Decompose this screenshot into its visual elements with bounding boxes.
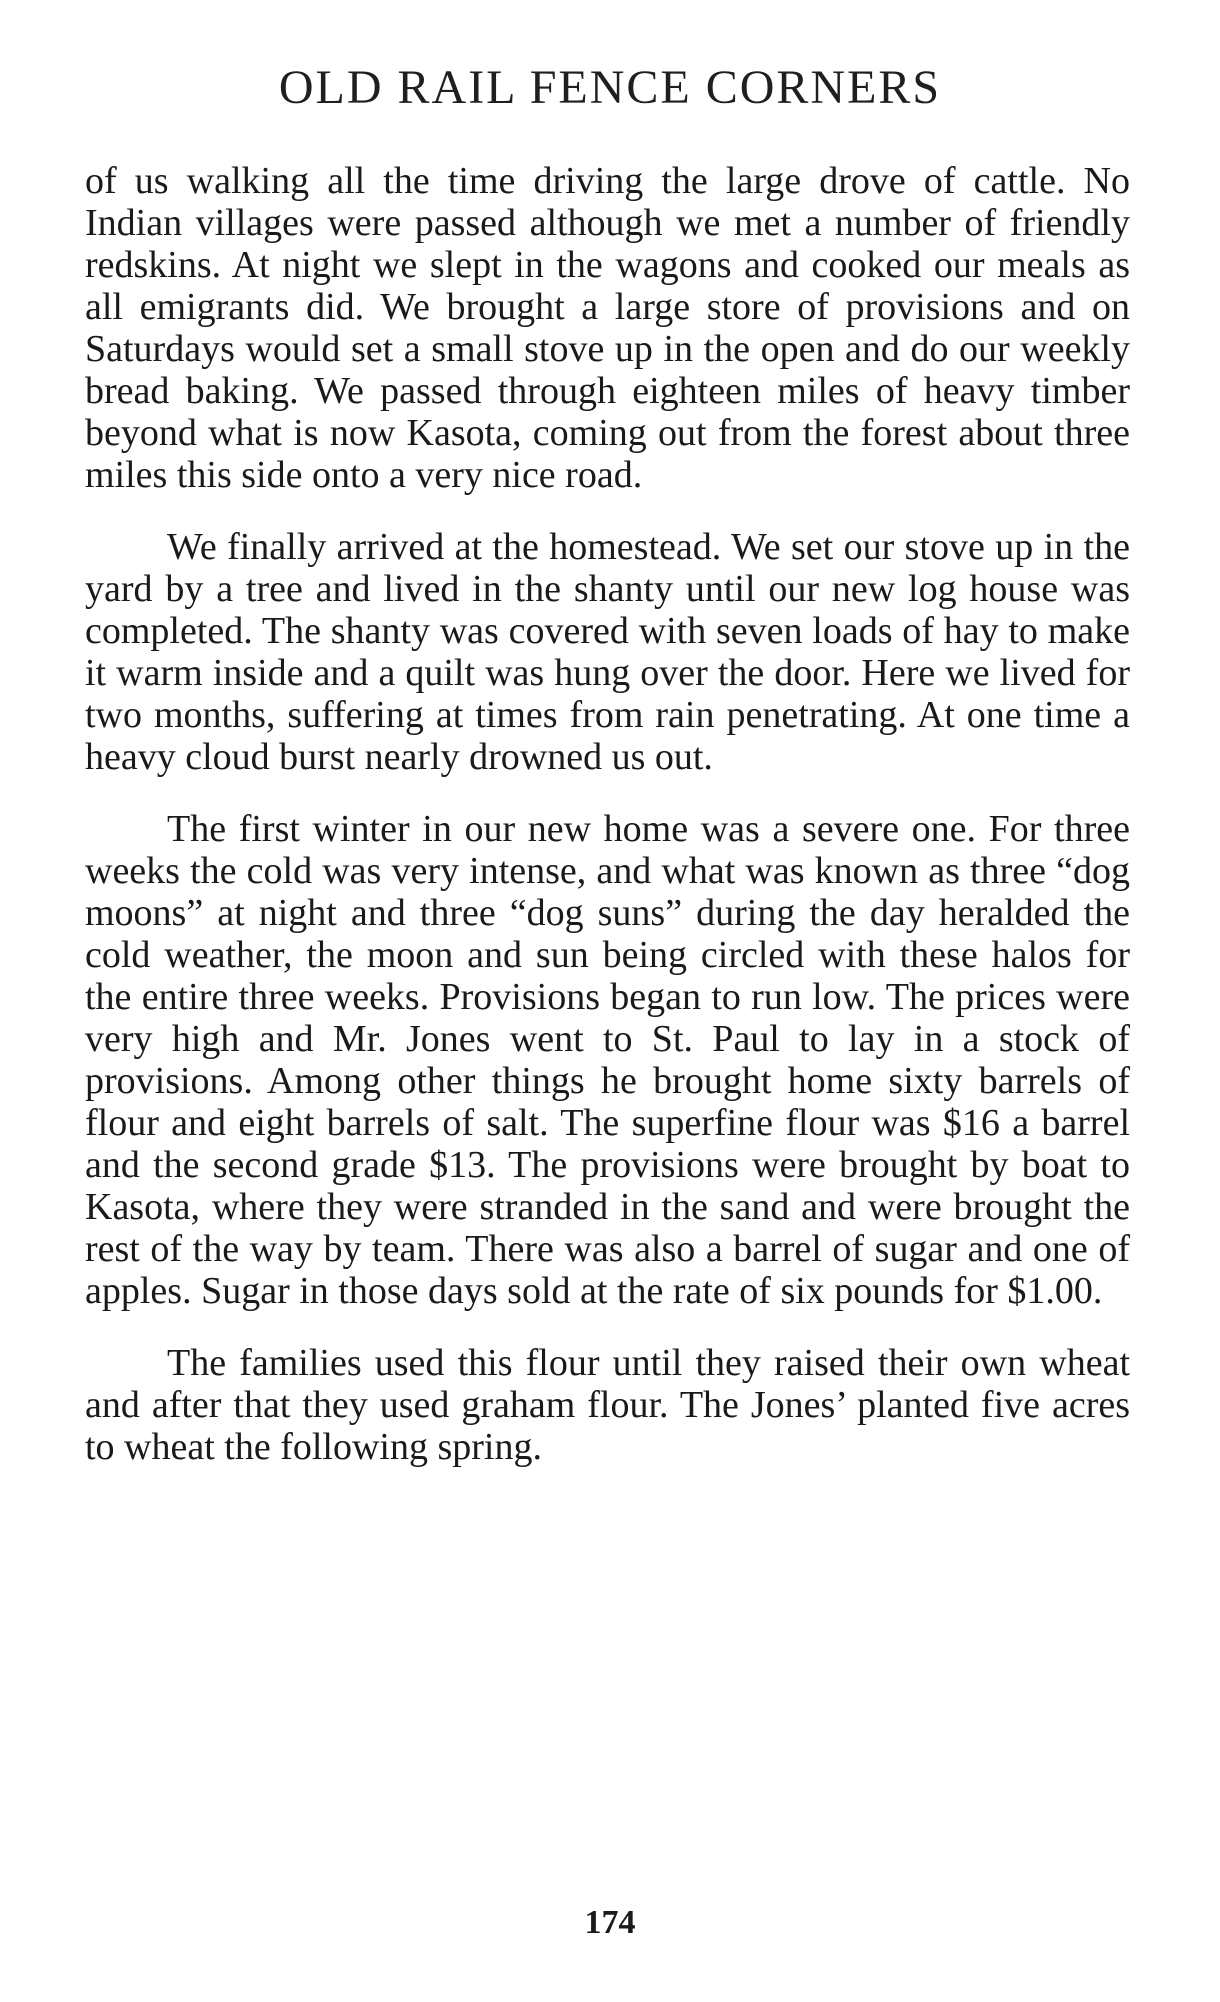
page-number: 174 [584, 1904, 636, 1941]
paragraph-homestead: We finally arrived at the homestead. We set our stove up in the yard by a tree and lived in the shanty until our new log house was completed. The shanty was covered with seven loads of hay to make it warm inside and a quilt was hung over the door. Here we lived for two months, suffering at times from rain penetrating. At one time a heavy cloud burst nearly drowned us out. [85, 526, 1130, 778]
body-text [85, 160, 1130, 1498]
paragraph-flour: The families used this flour until they raised their own wheat and after that they used graham flour. The Jones’ planted five acres to wheat the following spring. [85, 1342, 1130, 1468]
paragraph-first-winter: The first winter in our new home was a severe one. For three weeks the cold was very intense, and what was known as three “dog moons” at night and three “dog suns” during the day heralded the cold weather, the moon and sun being circled with these halos for the entire three weeks. Provisions began to run low. The prices were very high and Mr. Jones went to St. Paul to lay in a stock of provisions. Among other things he brought home sixty barrels of flour and eight barrels of salt. The superfine flour was $16 a barrel and the second grade $13. The provisions were brought by boat to Kasota, where they were stranded in the sand and were brought the rest of the way by team. There was also a barrel of sugar and one of apples. Sugar in those days sold at the rate of six pounds for $1.00. [85, 808, 1130, 1312]
running-head: OLD RAIL FENCE CORNERS [278, 61, 942, 114]
paragraph-continuation: of us walking all the time driving the large drove of cattle. No Indian villages were passed although we met a number of friendly redskins. At night we slept in the wagons and cooked our meals as all emigrants did. We brought a large store of provisions and on Saturdays would set a small stove up in the open and do our weekly bread baking. We passed through eighteen miles of heavy timber beyond what is now Kasota, coming out from the forest about three miles this side onto a very nice road. [85, 160, 1130, 496]
